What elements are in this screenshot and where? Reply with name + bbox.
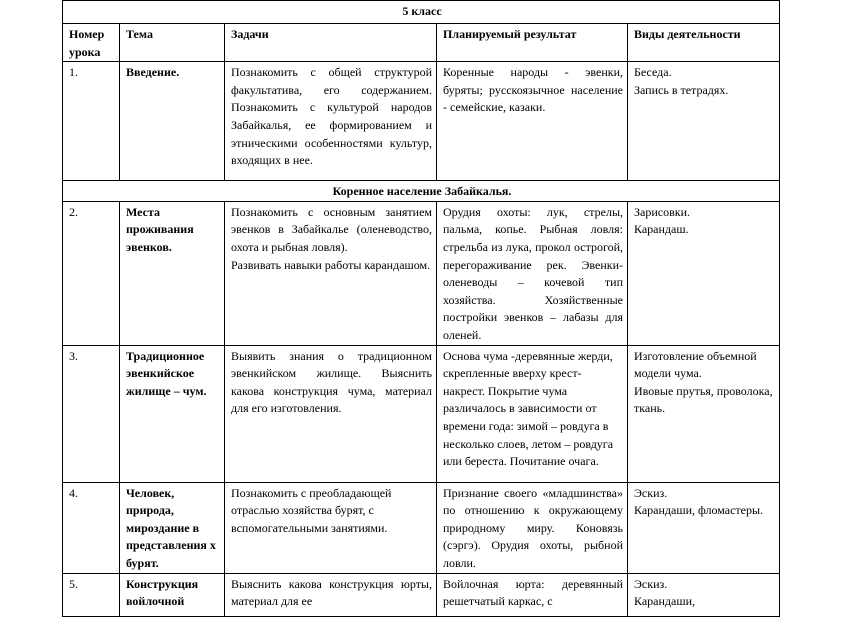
activity-line: Зарисовки. — [634, 204, 691, 219]
lesson-result: Орудия охоты: лук, стрелы, пальма, копье. Рыбная ловля: стрельба из лука, прокол острогой, перегораживание рек. Эвенки-оленеводы – кочевой тип хозяйства. Хозяйственные постройки эвенков – лабазы для оленей. — [437, 201, 628, 345]
activity-line: Ивовые прутья, проволока, ткань. — [634, 383, 773, 416]
lesson-topic: Человек, природа, мироздание в представления х бурят. — [120, 482, 225, 573]
task-line: Развивать навыки работы карандашом. — [231, 257, 431, 272]
activity-line: Карандаш. — [634, 222, 689, 237]
task-line: Познакомить с основным занятием эвенков в Забайкалье (оленеводство, охота и рыбная ловля). — [231, 204, 432, 254]
lesson-plan-table — [62, 0, 780, 617]
lesson-tasks: Выявить знания о традиционном эвенкийском жилище. Выяснить какова конструкция чума, материал для его изготовления. — [225, 345, 437, 482]
col-header-tasks: Задачи — [225, 24, 437, 62]
lesson-number: 5. — [63, 573, 120, 616]
section-title: Коренное население Забайкалья. — [63, 181, 780, 202]
lesson-tasks: Познакомить с преобладающей отраслью хозяйства бурят, с вспомогательными занятиями. — [225, 482, 437, 573]
lesson-number: 4. — [63, 482, 120, 573]
lesson-topic: Традиционное эвенкийское жилище – чум. — [120, 345, 225, 482]
col-header-result: Планируемый результат — [437, 24, 628, 62]
activity-line: Эскиз. — [634, 576, 668, 591]
lesson-activities — [628, 201, 780, 345]
section-row — [63, 181, 780, 202]
col-header-num: Номер урока — [63, 24, 120, 62]
lesson-number: 1. — [63, 62, 120, 181]
grade-title: 5 класс — [63, 1, 780, 24]
lesson-number: 3. — [63, 345, 120, 482]
table-row — [63, 201, 780, 345]
lesson-number: 2. — [63, 201, 120, 345]
lesson-result: Основа чума -деревянные жерди, скрепленные вверху крест-накрест. Покрытие чума различалось в зависимости от времени года: зимой – ровдуга в несколько слоев, летом – ровдуга или береста. Почитание очага. — [437, 345, 628, 482]
lesson-tasks — [225, 201, 437, 345]
activity-line: Карандаши, фломастеры. — [634, 503, 764, 518]
col-header-topic: Тема — [120, 24, 225, 62]
lesson-activities — [628, 345, 780, 482]
col-header-activities: Виды деятельности — [628, 24, 780, 62]
lesson-result: Коренные народы - эвенки, буряты; русскоязычное население - семейские, казаки. — [437, 62, 628, 181]
activity-line: Карандаши, — [634, 594, 696, 609]
lesson-activities — [628, 62, 780, 181]
table-row — [63, 482, 780, 573]
table-row — [63, 345, 780, 482]
table-row — [63, 62, 780, 181]
lesson-topic: Введение. — [120, 62, 225, 181]
lesson-topic: Места проживания эвенков. — [120, 201, 225, 345]
lesson-result: Признание своего «младшинства» по отношению к окружающему природному миру. Коновязь (сэргэ). Орудия охоты, рыбной ловли. — [437, 482, 628, 573]
lesson-result: Войлочная юрта: деревянный решетчатый каркас, с — [437, 573, 628, 616]
lesson-activities — [628, 482, 780, 573]
lesson-topic: Конструкция войлочной — [120, 573, 225, 616]
lesson-tasks: Выяснить какова конструкция юрты, материал для ее — [225, 573, 437, 616]
activity-line: Запись в тетрадях. — [634, 82, 729, 97]
activity-line: Эскиз. — [634, 485, 668, 500]
header-row — [63, 24, 780, 62]
activity-line: Беседа. — [634, 65, 672, 80]
grade-title-row — [63, 1, 780, 24]
lesson-tasks: Познакомить с общей структурой факультатива, его содержанием. Познакомить с культурой народов Забайкалья, ее формированием и этническими особенностями культур, входящих в нее. — [225, 62, 437, 181]
activity-line: Изготовление объемной модели чума. — [634, 348, 757, 381]
